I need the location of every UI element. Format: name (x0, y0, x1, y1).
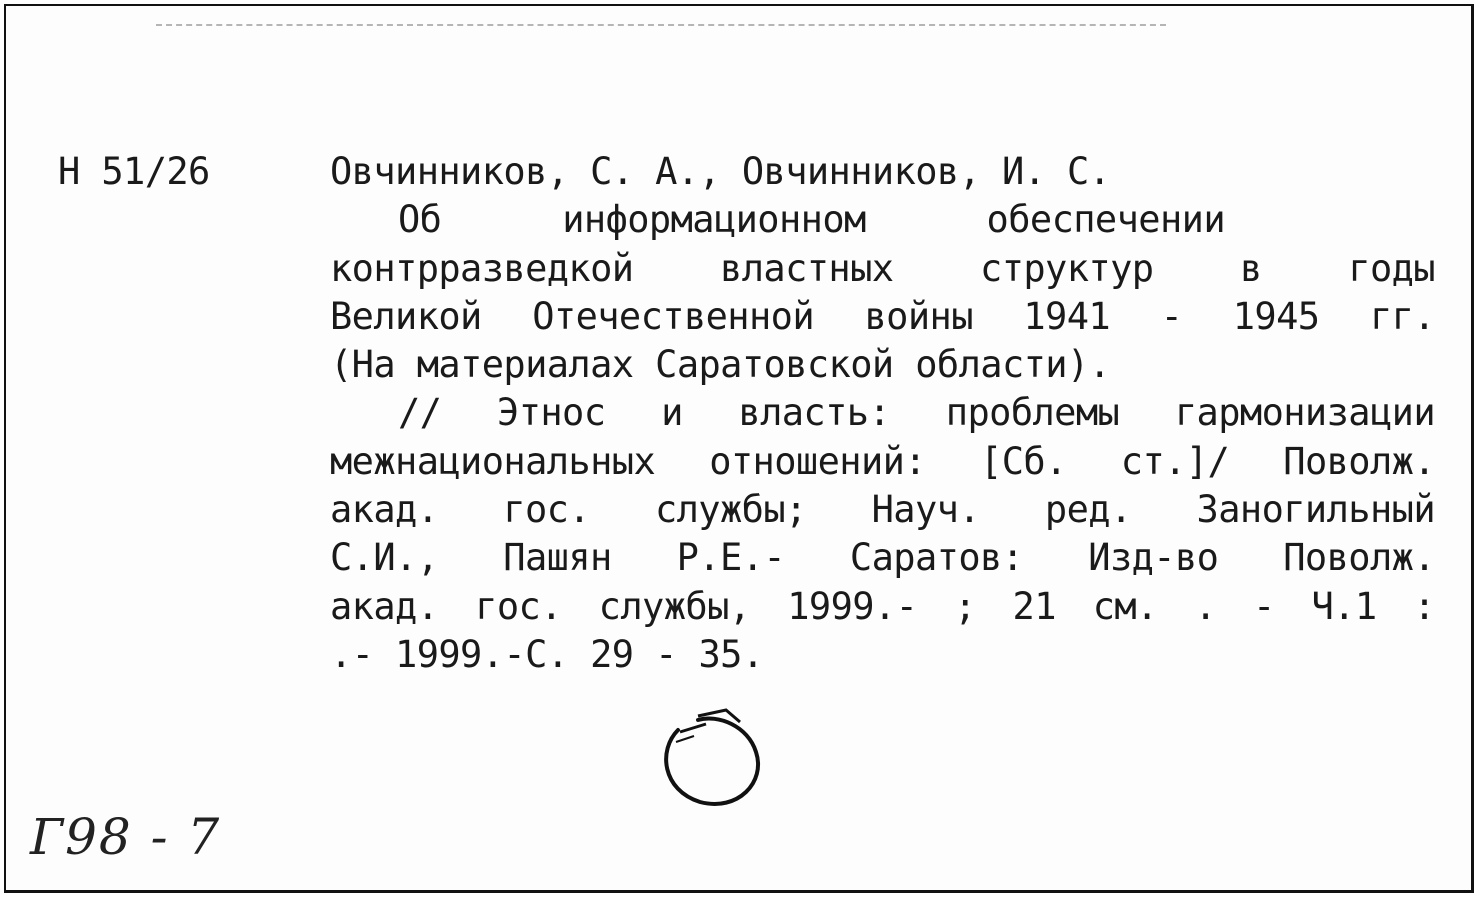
handwritten-code: Г98 - 7 (30, 808, 222, 866)
title-line-2: контрразведкой властных структур в годы (330, 246, 1435, 290)
title-line-3: Великой Отечественной войны 1941 - 1945 гг. (330, 294, 1435, 338)
pages-line: .- 1999.-С. 29 - 35. (330, 632, 764, 676)
title-line-4: (На материалах Саратовской области). (330, 343, 1111, 387)
source-line-3: акад. гос. службы; Науч. ред. Заногильный (330, 488, 1435, 532)
circle-stamp-icon (648, 702, 778, 812)
shelfmark: Н 51/26 (58, 150, 210, 193)
author-line: Овчинников, С. А., Овчинников, И. С. (330, 150, 1111, 193)
perforation-line (156, 24, 1166, 26)
source-line-5: акад. гос. службы, 1999.- ; 21 см. . - Ч.1 : (330, 584, 1435, 628)
title-line-1: Об информационном обеспечении (398, 198, 1225, 242)
source-line-2: межнациональных отношений: [Сб. ст.]/ Поволж. (330, 439, 1435, 483)
source-line-1: // Этнос и власть: проблемы гармонизации (398, 391, 1435, 435)
source-line-4: С.И., Пашян Р.Е.- Саратов: Изд-во Поволж. (330, 536, 1435, 580)
bibliographic-record (330, 148, 1435, 679)
